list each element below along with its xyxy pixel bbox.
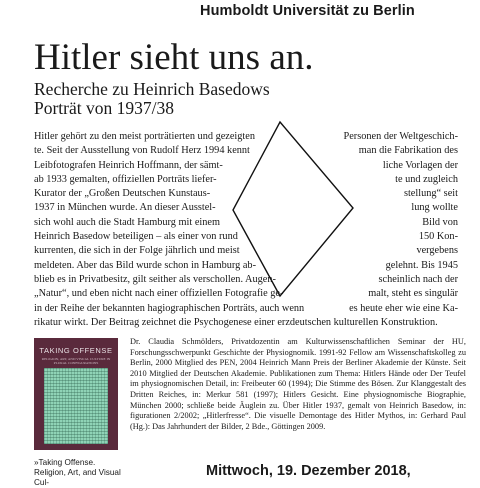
book-cover-subtitle: RELIGION, ART, AND VISUAL CULTURE IN PLURAL CONFIGURATIONS xyxy=(41,357,111,365)
body-line: kurrenten, die sich in der Folge jährlich und meist vergebens xyxy=(34,245,458,257)
book-cover-title: TAKING OFFENSE xyxy=(39,346,113,355)
book-cover-image xyxy=(34,338,118,450)
body-line: meldeten. Aber das Bild wurde schon in Hamburg ab- gelehnt. Bis 1945 xyxy=(34,259,458,271)
body-line: rikatur wirkt. Der Beitrag zeichnet die Psychogenese einer erzdeutschen kulturellen Konstruktion. xyxy=(34,316,438,328)
abstract-text xyxy=(34,130,458,330)
body-line: 1937 in München wurde. An dieser Ausstel- lung wollte xyxy=(34,202,458,214)
body-line: Kurator der „Großen Deutschen Kunstaus- stellung“ seit xyxy=(34,188,458,200)
body-line: te. Seit der Ausstellung von Rudolf Herz 1994 kennt man die Fabrikation des xyxy=(34,145,458,157)
author-bio: Dr. Claudia Schmölders, Privatdozentin am Kulturwissenschaftlichen Seminar der HU, Forschungsschwerpunkt Geschichte der Physiognomik. 1991-92 Fellow am Wissenschaftskolleg zu Berlin, 2000 Mitglied des PEN, 2004 Heinrich Mann Preis der Berliner Akademie der Künste. Seit 2010 Mitglied der Deutschen Akademie. Publikationen zum Thema: Hitlers Hände oder Der Teufel im physiognomischen Detail, in: Freibeuter 60 (1994); Die Stimme des Bösen. Zur Klanggestalt des Dritten Reiches, in: Merkur 581 (1997); Hitlers Gesicht. Eine physiognomische Biographie, München 2000; schließe beide Äuglein zu. Über Hitler 1937, gemalt von Heinrich Basedow, in: figurationen 2/2002; „Hitlerfresse“. Die visuelle Demontage des Hitler Mythos, in: Gerhard Paul (Hg.): Das Jahrhundert der Bilder, 2 Bde., Göttingen 2009. xyxy=(130,337,466,431)
body-line: sich wohl auch die Stadt Hamburg mit einem Bild von xyxy=(34,216,458,228)
page-title: Hitler sieht uns an. xyxy=(34,37,314,78)
body-line: blieb es in Privatbesitz, gilt seither als verschollen. Augen- scheinlich nach der xyxy=(34,273,458,285)
subtitle-line-2: Porträt von 1937/38 xyxy=(34,98,174,118)
body-line: Hitler gehört zu den meist porträtierten und gezeigten Personen der Weltgeschich- xyxy=(34,131,458,142)
body-line: in der Reihe der bekannten hagiographischen Porträts, auch wenn es heute eher wie eine Ka- xyxy=(34,302,458,314)
university-name: Humboldt Universität zu Berlin xyxy=(200,3,415,19)
body-line: ab 1933 gemalten, offiziellen Porträts liefer- te und zugleich xyxy=(34,173,458,185)
subtitle-line-1: Recherche zu Heinrich Basedows xyxy=(34,79,270,99)
subtitle xyxy=(34,80,270,118)
body-line: Heinrich Basedow beteiligen – als einer von rund 150 Kon- xyxy=(34,231,458,243)
body-line: Leibfotografen Heinrich Hoffmann, der sämt- liche Vorlagen der xyxy=(34,159,458,171)
book-cover-artwork xyxy=(44,368,108,444)
event-date: Mittwoch, 19. Dezember 2018, xyxy=(206,463,411,479)
book-caption: »Taking Offense. Religion, Art, and Visual Cul- xyxy=(34,458,121,487)
body-line: „Natur“, und eben nicht nach einer offiziellen Fotografie ge- malt, steht es singulär xyxy=(34,288,458,300)
